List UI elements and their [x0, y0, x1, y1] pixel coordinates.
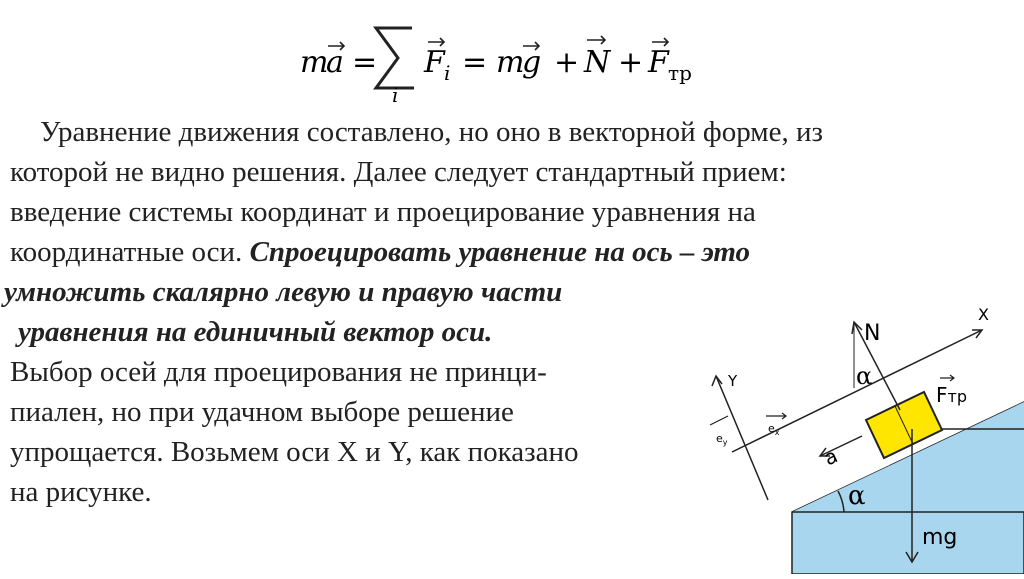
text-line-10: на рисунке. [10, 476, 152, 508]
text-line-4-bold: Спроецировать уравнение на ось – это [249, 236, 751, 268]
eq-normal: N [584, 45, 611, 80]
alpha-top-label: α [856, 362, 873, 390]
ex-arrow-icon [766, 413, 786, 419]
eq-force: F [424, 45, 445, 80]
normal-label: N [864, 321, 881, 346]
alpha-bottom-label: α [848, 481, 866, 511]
equation-svg [300, 14, 720, 104]
eq-equals-1: = [352, 45, 378, 80]
eq-plus-2: + [618, 45, 644, 80]
eq-friction-subscript: тр [668, 61, 692, 85]
text-line-7: Выбор осей для проецирования не принци- [10, 356, 547, 388]
eq-g: g [522, 45, 542, 80]
text-line-4-plain: координатные оси. [10, 236, 250, 268]
gravity-label: mg [922, 525, 958, 550]
text-line-4 [10, 232, 750, 272]
text-line-6: уравнения на единичный вектор оси. [18, 316, 493, 348]
acceleration-label: a [819, 443, 842, 471]
eq-accel: a [326, 45, 344, 80]
eq-m: m [496, 45, 525, 80]
eq-plus-1: + [554, 45, 580, 80]
text-line-2: которой не видно решения. Далее следует стандартный прием: [10, 156, 787, 188]
incline-diagram-svg [692, 292, 1024, 574]
x-axis-label: X [978, 305, 989, 324]
y-axis-label: Y [728, 372, 738, 390]
eq-friction: F [648, 45, 669, 80]
friction-label: Fтр [936, 383, 967, 407]
ey-label: $e_y$ [716, 432, 728, 447]
text-line-9: упрощается. Возьмем оси X и Y, как показано [10, 436, 579, 468]
incline-diagram [692, 292, 1024, 574]
ey-vector [710, 416, 728, 425]
eq-mass: m [300, 45, 329, 80]
vector-arrow-icon [587, 36, 605, 44]
ex-label: $e_x$ [768, 422, 780, 437]
friction-arrow-icon [940, 375, 954, 381]
text-line-3: введение системы координат и проецирование уравнения на [10, 196, 756, 228]
equation [300, 14, 720, 104]
text-line-8: пиален, но при удачном выборе решение [10, 396, 514, 428]
eq-force-subscript: i [444, 61, 451, 85]
sigma-icon [376, 28, 414, 88]
eq-equals-2: = [462, 45, 488, 80]
text-line-1: Уравнение движения составлено, но оно в векторной форме, из [40, 116, 823, 148]
y-axis-arrow-icon [712, 376, 722, 386]
text-line-5: умножить скалярно левую и правую части [4, 276, 563, 308]
sum-index: i [392, 83, 399, 104]
